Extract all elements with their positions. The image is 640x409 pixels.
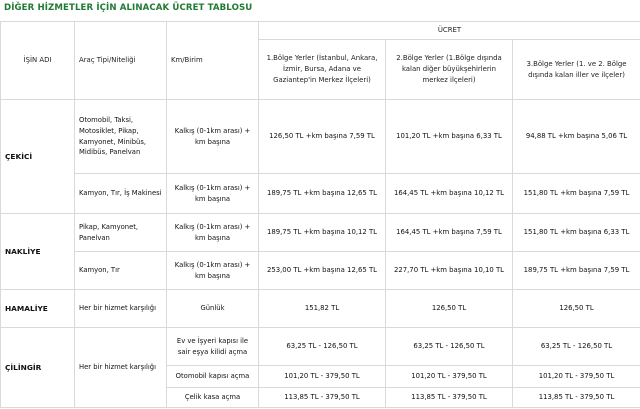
price-region-2: 63,25 TL - 126,50 TL [386,328,513,366]
price-region-1: 101,20 TL - 379,50 TL [259,366,386,388]
price-region-1: 113,85 TL - 379,50 TL [259,388,386,408]
header-fee: ÜCRET [259,22,640,40]
price-region-2: 227,70 TL +km başına 10,10 TL [386,252,513,290]
table-title: DİĞER HİZMETLER İÇİN ALINACAK ÜCRET TABLOSU [4,3,253,13]
table-row [1,252,640,290]
price-region-2: 113,85 TL - 379,50 TL [386,388,513,408]
table-row [1,174,640,214]
price-region-1: 63,25 TL - 126,50 TL [259,328,386,366]
category-cekici: ÇEKİCİ [1,100,75,214]
table-row [1,214,640,252]
category-hamaliye: HAMALİYE [1,290,75,328]
header-vehicle-type: Araç Tipi/Niteliği [75,22,167,100]
unit-cell: Çelik kasa açma [167,388,259,408]
price-region-1: 151,82 TL [259,290,386,328]
price-region-3: 63,25 TL - 126,50 TL [513,328,640,366]
price-region-1: 189,75 TL +km başına 10,12 TL [259,214,386,252]
vehicle-type-cell: Kamyon, Tır [75,252,167,290]
price-region-3: 151,80 TL +km başına 7,59 TL [513,174,640,214]
price-region-3: 94,88 TL +km başına 5,06 TL [513,100,640,174]
vehicle-type-cell: Her bir hizmet karşılığı [75,328,167,408]
price-region-3: 189,75 TL +km başına 7,59 TL [513,252,640,290]
fee-table [0,21,640,408]
price-region-2: 101,20 TL - 379,50 TL [386,366,513,388]
unit-cell: Kalkış (0-1km arası) + km başına [167,252,259,290]
price-region-3: 113,85 TL - 379,50 TL [513,388,640,408]
price-region-1: 253,00 TL +km başına 12,65 TL [259,252,386,290]
header-job-name: İŞİN ADI [1,22,75,100]
price-region-3: 126,50 TL [513,290,640,328]
price-region-3: 101,20 TL - 379,50 TL [513,366,640,388]
price-region-2: 126,50 TL [386,290,513,328]
category-cilingir: ÇİLİNGİR [1,328,75,408]
table-row [1,328,640,366]
header-region-3: 3.Bölge Yerler (1. ve 2. Bölge dışında kalan iller ve ilçeler) [513,40,640,100]
header-region-1: 1.Bölge Yerler (İstanbul, Ankara, İzmir, Bursa, Adana ve Gaziantep'in Merkez İlçeleri) [259,40,386,100]
price-region-2: 101,20 TL +km başına 6,33 TL [386,100,513,174]
unit-cell: Kalkış (0-1km arası) + km başına [167,100,259,174]
table-row [1,100,640,174]
price-region-1: 126,50 TL +km başına 7,59 TL [259,100,386,174]
unit-cell: Ev ve İşyeri kapısı ile sair eşya kilidi açma [167,328,259,366]
header-region-2: 2.Bölge Yerler (1.Bölge dışında kalan diğer büyükşehirlerin merkez ilçeleri) [386,40,513,100]
unit-cell: Otomobil kapısı açma [167,366,259,388]
unit-cell: Kalkış (0-1km arası) + km başına [167,174,259,214]
vehicle-type-cell: Otomobil, Taksi, Motosiklet, Pikap, Kamyonet, Minibüs, Midibüs, Panelvan [75,100,167,174]
price-region-3: 151,80 TL +km başına 6,33 TL [513,214,640,252]
vehicle-type-cell: Kamyon, Tır, İş Makinesi [75,174,167,214]
vehicle-type-cell: Her bir hizmet karşılığı [75,290,167,328]
category-nakliye: NAKLİYE [1,214,75,290]
unit-cell: Kalkış (0-1km arası) + km başına [167,214,259,252]
price-region-2: 164,45 TL +km başına 7,59 TL [386,214,513,252]
header-row-1 [1,22,640,40]
price-region-2: 164,45 TL +km başına 10,12 TL [386,174,513,214]
price-region-1: 189,75 TL +km başına 12,65 TL [259,174,386,214]
unit-cell: Günlük [167,290,259,328]
header-unit: Km/Birim [167,22,259,100]
table-row [1,290,640,328]
vehicle-type-cell: Pikap, Kamyonet, Panelvan [75,214,167,252]
